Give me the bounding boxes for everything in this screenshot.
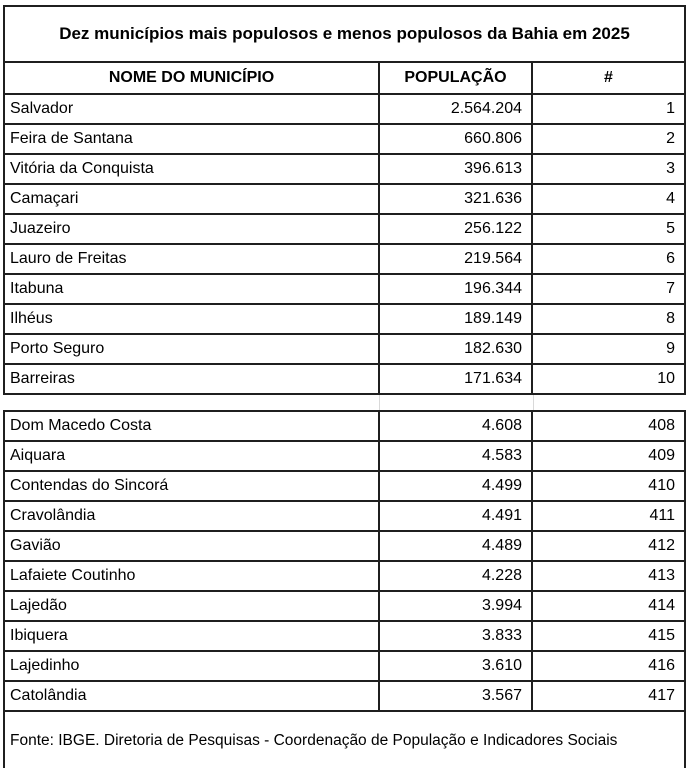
source-row bbox=[4, 711, 685, 768]
municipality-cell: Lauro de Freitas bbox=[4, 244, 379, 274]
municipality-cell: Ilhéus bbox=[4, 304, 379, 334]
rank-cell: 6 bbox=[532, 244, 685, 274]
municipality-cell: Porto Seguro bbox=[4, 334, 379, 364]
population-cell: 321.636 bbox=[379, 184, 532, 214]
table-row bbox=[4, 471, 685, 501]
population-cell: 4.583 bbox=[379, 441, 532, 471]
most-populous-body bbox=[4, 94, 685, 394]
table-row bbox=[4, 364, 685, 394]
population-cell: 4.608 bbox=[379, 411, 532, 441]
rank-cell: 9 bbox=[532, 334, 685, 364]
population-cell: 3.567 bbox=[379, 681, 532, 711]
most-populous-table bbox=[3, 5, 686, 395]
municipality-cell: Aiquara bbox=[4, 441, 379, 471]
rank-cell: 413 bbox=[532, 561, 685, 591]
population-cell: 189.149 bbox=[379, 304, 532, 334]
population-cell: 3.610 bbox=[379, 651, 532, 681]
table-row bbox=[4, 94, 685, 124]
table-row bbox=[4, 591, 685, 621]
table-row bbox=[4, 561, 685, 591]
table-row bbox=[4, 531, 685, 561]
population-cell: 4.489 bbox=[379, 531, 532, 561]
municipality-cell: Gavião bbox=[4, 531, 379, 561]
rank-cell: 4 bbox=[532, 184, 685, 214]
municipality-cell: Lafaiete Coutinho bbox=[4, 561, 379, 591]
population-cell: 196.344 bbox=[379, 274, 532, 304]
table-row bbox=[4, 124, 685, 154]
faint-gridline bbox=[533, 395, 534, 410]
least-populous-table bbox=[3, 410, 686, 768]
municipality-cell: Catolândia bbox=[4, 681, 379, 711]
rank-cell: 2 bbox=[532, 124, 685, 154]
municipality-cell: Juazeiro bbox=[4, 214, 379, 244]
table-row bbox=[4, 651, 685, 681]
column-header-rank: # bbox=[532, 62, 685, 94]
table-row bbox=[4, 411, 685, 441]
population-cell: 660.806 bbox=[379, 124, 532, 154]
column-header-municipality: NOME DO MUNICÍPIO bbox=[4, 62, 379, 94]
table-row bbox=[4, 304, 685, 334]
rank-cell: 10 bbox=[532, 364, 685, 394]
rank-cell: 416 bbox=[532, 651, 685, 681]
municipality-cell: Feira de Santana bbox=[4, 124, 379, 154]
table-row bbox=[4, 501, 685, 531]
rank-cell: 1 bbox=[532, 94, 685, 124]
table-row bbox=[4, 154, 685, 184]
tables-wrapper bbox=[3, 5, 684, 768]
rank-cell: 408 bbox=[532, 411, 685, 441]
rank-cell: 415 bbox=[532, 621, 685, 651]
population-cell: 3.833 bbox=[379, 621, 532, 651]
table-row bbox=[4, 681, 685, 711]
municipality-cell: Cravolândia bbox=[4, 501, 379, 531]
column-header-population: POPULAÇÃO bbox=[379, 62, 532, 94]
rank-cell: 410 bbox=[532, 471, 685, 501]
table-row bbox=[4, 274, 685, 304]
rank-cell: 412 bbox=[532, 531, 685, 561]
municipality-cell: Lajedinho bbox=[4, 651, 379, 681]
rank-cell: 8 bbox=[532, 304, 685, 334]
rank-cell: 414 bbox=[532, 591, 685, 621]
least-populous-body bbox=[4, 411, 685, 711]
population-cell: 256.122 bbox=[379, 214, 532, 244]
municipality-cell: Barreiras bbox=[4, 364, 379, 394]
rank-cell: 417 bbox=[532, 681, 685, 711]
population-cell: 3.994 bbox=[379, 591, 532, 621]
rank-cell: 3 bbox=[532, 154, 685, 184]
rank-cell: 409 bbox=[532, 441, 685, 471]
population-cell: 396.613 bbox=[379, 154, 532, 184]
table-row bbox=[4, 184, 685, 214]
population-cell: 219.564 bbox=[379, 244, 532, 274]
table-row bbox=[4, 244, 685, 274]
table-row bbox=[4, 441, 685, 471]
municipality-cell: Salvador bbox=[4, 94, 379, 124]
title-row bbox=[4, 6, 685, 62]
table-row bbox=[4, 621, 685, 651]
municipality-cell: Itabuna bbox=[4, 274, 379, 304]
section-gap bbox=[3, 395, 684, 410]
municipality-cell: Lajedão bbox=[4, 591, 379, 621]
population-cell: 182.630 bbox=[379, 334, 532, 364]
population-cell: 171.634 bbox=[379, 364, 532, 394]
rank-cell: 5 bbox=[532, 214, 685, 244]
municipality-cell: Ibiquera bbox=[4, 621, 379, 651]
municipality-cell: Contendas do Sincorá bbox=[4, 471, 379, 501]
source-note: Fonte: IBGE. Diretoria de Pesquisas - Coordenação de População e Indicadores Sociais bbox=[4, 711, 685, 768]
table-title: Dez municípios mais populosos e menos populosos da Bahia em 2025 bbox=[4, 6, 685, 62]
table-row bbox=[4, 214, 685, 244]
population-cell: 4.491 bbox=[379, 501, 532, 531]
faint-gridline bbox=[379, 395, 380, 410]
header-row bbox=[4, 62, 685, 94]
table-row bbox=[4, 334, 685, 364]
municipality-cell: Vitória da Conquista bbox=[4, 154, 379, 184]
municipality-cell: Dom Macedo Costa bbox=[4, 411, 379, 441]
rank-cell: 7 bbox=[532, 274, 685, 304]
rank-cell: 411 bbox=[532, 501, 685, 531]
municipality-cell: Camaçari bbox=[4, 184, 379, 214]
population-cell: 4.228 bbox=[379, 561, 532, 591]
population-cell: 2.564.204 bbox=[379, 94, 532, 124]
population-cell: 4.499 bbox=[379, 471, 532, 501]
